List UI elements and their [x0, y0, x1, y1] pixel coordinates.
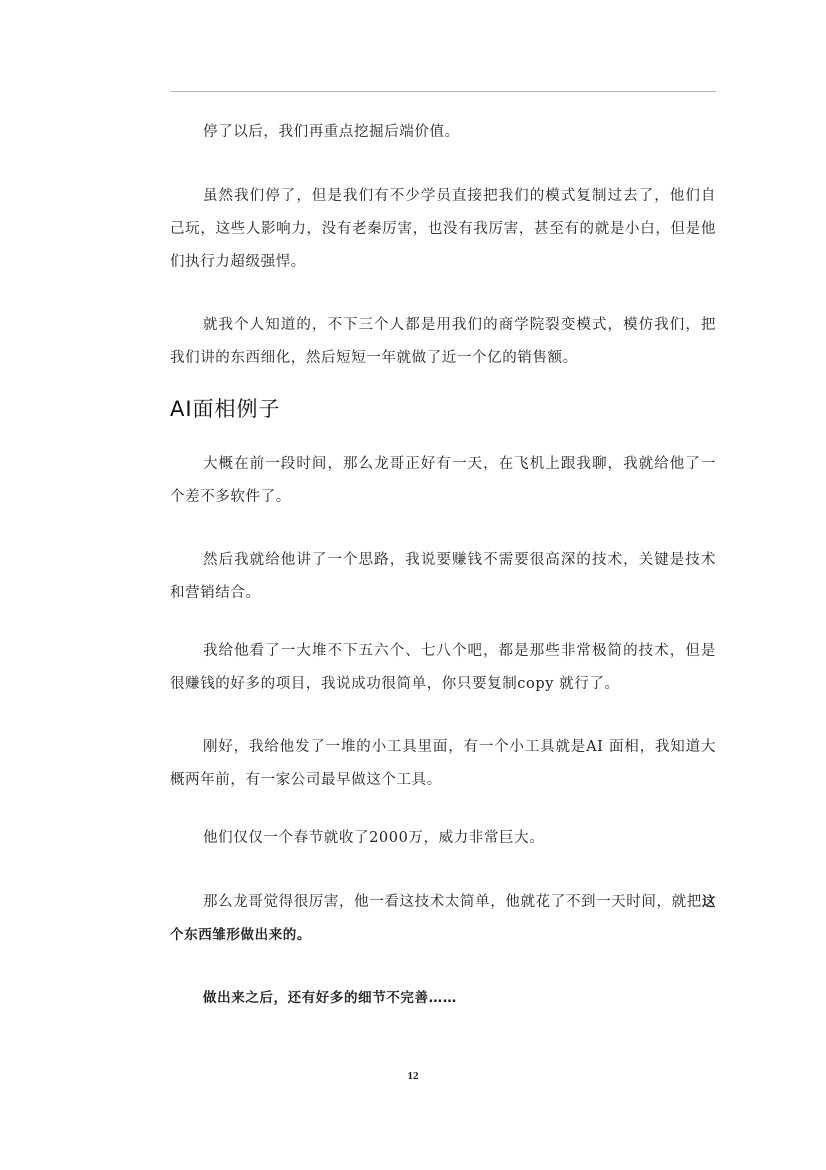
paragraph: 虽然我们停了，但是我们有不少学员直接把我们的模式复制过去了，他们自己玩，这些人影响力，没有老秦厉害，也没有我厉害，甚至有的就是小白，但是他们执行力超级强悍。: [170, 188, 716, 270]
page-number: 12: [407, 1070, 419, 1082]
paragraph-mixed: [170, 886, 716, 952]
paragraph: 停了以后，我们再重点挖掘后端价值。: [203, 124, 460, 140]
section-heading: AI面相例子: [170, 397, 281, 421]
paragraph-bold-text: 这个东西雏形做出来的。: [170, 894, 716, 943]
paragraph: 我给他看了一大堆不下五六个、七八个吧，都是那些非常极简的技术，但是很赚钱的好多的项目，我说成功很简单，你只要复制copy 就行了。: [170, 643, 716, 692]
header-rule: [170, 91, 716, 92]
paragraph: 刚好，我给他发了一堆的小工具里面，有一个小工具就是AI 面相，我知道大概两年前，有一家公司最早做这个工具。: [170, 739, 716, 788]
paragraph: 他们仅仅一个春节就收了2000万，威力非常巨大。: [203, 830, 545, 846]
paragraph: 然后我就给他讲了一个思路，我说要赚钱不需要很高深的技术，关键是技术和营销结合。: [170, 552, 716, 601]
paragraph: 就我个人知道的，不下三个人都是用我们的商学院裂变模式，模仿我们，把我们讲的东西细化，然后短短一年就做了近一个亿的销售额。: [170, 317, 716, 366]
paragraph: 大概在前一段时间，那么龙哥正好有一天，在飞机上跟我聊，我就给他了一个差不多软件了。: [170, 456, 716, 505]
paragraph-normal-text: 那么龙哥觉得很厉害，他一看这技术太简单，他就花了不到一天时间，就把: [203, 894, 702, 910]
bold-paragraph: 做出来之后，还有好多的细节不完善……: [203, 990, 457, 1006]
